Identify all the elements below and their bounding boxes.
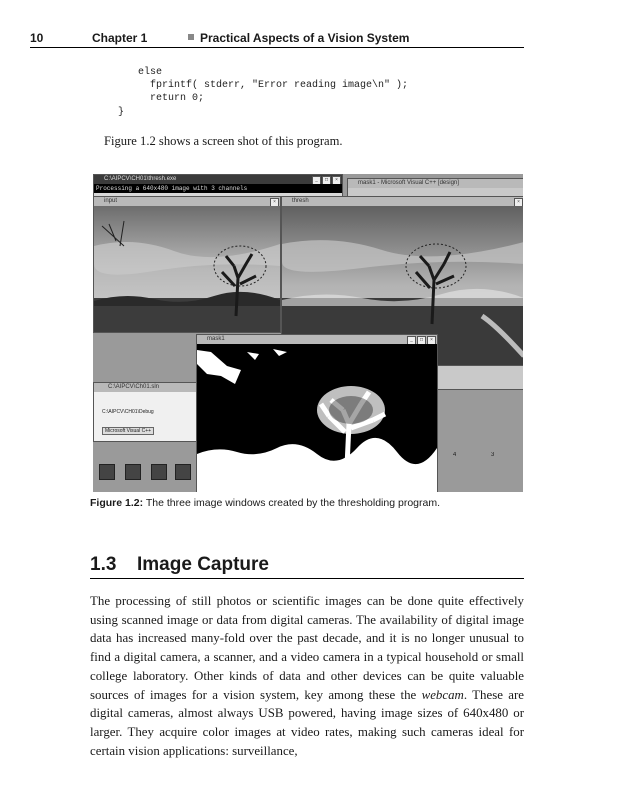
code-line: else [138,67,163,78]
input-photo [94,206,280,332]
caption-label: Figure 1.2: [90,497,144,509]
explorer-path: C:\AIPCV\CH01\Debug [102,409,154,415]
maximize-icon[interactable]: □ [417,336,426,345]
mask-photo [197,344,437,492]
code-line: return 0; [138,93,205,105]
taskbar-button[interactable]: Microsoft Visual C++ [102,427,154,435]
section-title: Image Capture [137,554,269,575]
console-window [93,174,343,198]
paragraph [90,592,524,760]
close-icon[interactable]: × [427,336,436,345]
maximize-icon[interactable]: □ [322,176,331,185]
code-line: fprintf( stderr, "Error reading image\n" ); [138,80,409,92]
close-icon[interactable]: × [514,198,523,207]
code-listing [118,66,408,119]
console-titlebar: C:\AIPCV\CH01\thresh.exe [94,175,342,184]
ide-titlebar: mask1 - Microsoft Visual C++ [design] [348,179,523,188]
caption-text: The three image windows created by the thresholding program. [145,497,441,509]
paragraph-text: The processing of still photos or scientific images can be done quite effectively using scanned image or data from digital cameras. The availability of digital image data has increased many-fold over the past decade, and it is no longer unusual to find a digital camera, a scanner, and a video camera in a typical household or small college laboratory. Other kinds of data and other devices can be quite valuable sources of images for a vision system, key among these the [90,594,524,702]
chapter-title: Practical Aspects of a Vision System [200,31,410,45]
desktop-icon[interactable] [99,464,115,480]
panel-value-a: 4 [453,452,457,458]
separator-square-icon [188,34,194,40]
input-image-window [93,196,281,333]
close-icon[interactable]: × [270,198,279,207]
section-heading [90,552,524,579]
mask-image-window [196,334,438,492]
thresh-window-title: thresh [282,197,523,206]
minimize-icon[interactable]: _ [312,176,321,185]
desktop-icon[interactable] [125,464,141,480]
section-number: 1.3 [90,554,117,575]
mask-window-title: mask1 [197,335,437,344]
emphasized-term: webcam [421,687,464,702]
figure-caption [90,497,440,509]
close-icon[interactable]: × [332,176,341,185]
body-text [90,592,524,760]
minimize-icon[interactable]: _ [407,336,416,345]
explorer-window [93,382,197,442]
desktop-icon[interactable] [151,464,167,480]
figure-screenshot [93,174,523,492]
code-line: } [118,106,125,118]
paragraph-text-continued: . These are digital cameras, almost always USB powered, having image sizes of 640x480 or larger. They acquire color images at video rates, making such cameras ideal for certain vision applications: surveillance, [90,687,524,758]
page-number: 10 [30,31,44,45]
panel-value-b: 3 [491,452,495,458]
input-window-title: input [94,197,280,206]
explorer-titlebar: C:\AIPCV\Ch01.sln [94,383,196,392]
desktop-icon[interactable] [175,464,191,480]
chapter-label: Chapter 1 [92,31,148,45]
running-header [30,31,524,48]
console-output: Processing a 640x480 image with 3 channels [94,184,342,193]
intro-sentence: Figure 1.2 shows a screen shot of this program. [104,134,343,148]
